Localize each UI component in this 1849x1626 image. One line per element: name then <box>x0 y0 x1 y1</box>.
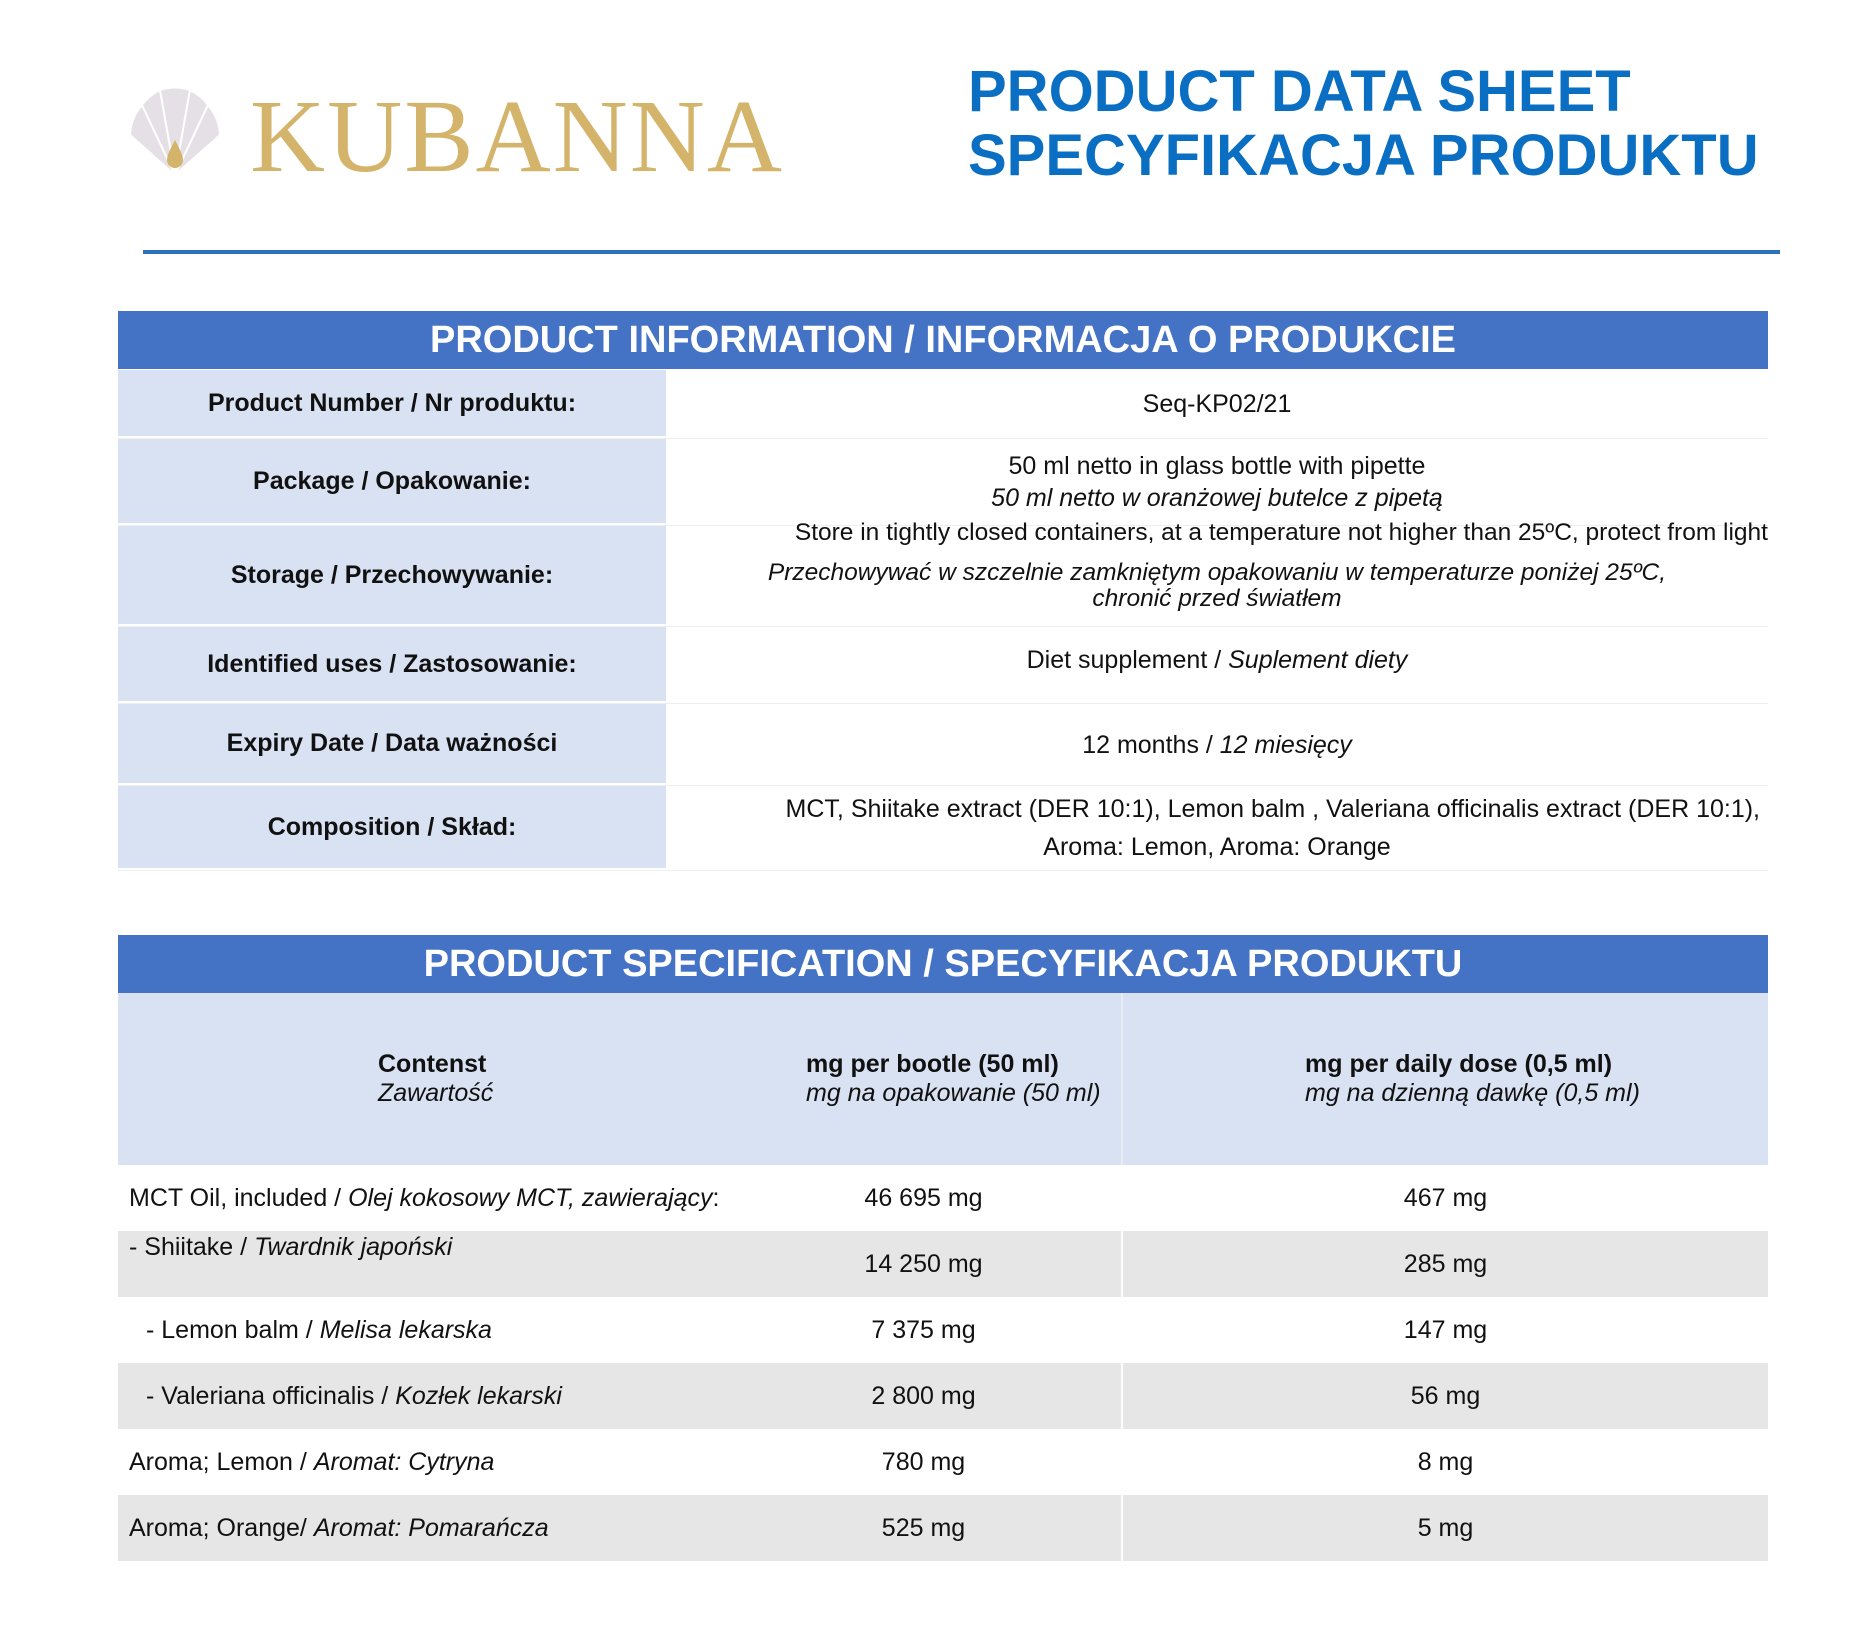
content-cell <box>118 1297 736 1363</box>
logo-wordmark: KUBANNA <box>250 79 784 194</box>
info-value <box>666 786 1768 870</box>
dose-cell: 285 mg <box>1121 1231 1768 1297</box>
table-row <box>118 1165 1768 1231</box>
column-header-bottle <box>736 993 1121 1165</box>
content-pl: Aromat: Cytryna <box>313 1447 495 1476</box>
info-value <box>666 519 1768 626</box>
content-pl: Melisa lekarska <box>319 1315 492 1344</box>
content-en: - Shiitake / <box>129 1233 255 1261</box>
info-value-en: 50 ml netto in glass bottle with pipette <box>1008 452 1426 480</box>
product-specification-heading: PRODUCT SPECIFICATION / SPECYFIKACJA PRODUKTU <box>118 935 1768 993</box>
dose-cell: 147 mg <box>1121 1297 1768 1363</box>
table-row <box>118 1495 1768 1561</box>
info-value-en: Store in tightly closed containers, at a temperature not higher than 25ºC, protect from light <box>794 519 1768 546</box>
info-label: Composition / Skład: <box>118 786 666 870</box>
info-label: Product Number / Nr produktu: <box>118 370 666 438</box>
dose-cell: 8 mg <box>1121 1429 1768 1495</box>
table-row <box>118 1363 1768 1429</box>
column-header-content <box>118 993 736 1165</box>
info-value-en: Diet supplement / <box>1026 646 1229 674</box>
column-header-pl: Zawartość <box>378 1079 494 1107</box>
dose-cell: 56 mg <box>1121 1363 1768 1429</box>
bottle-cell: 7 375 mg <box>871 1315 976 1344</box>
info-value-pl: Suplement diety <box>1228 646 1408 674</box>
column-header-dose <box>1121 993 1768 1165</box>
info-value <box>666 617 1768 703</box>
column-header-en: mg per daily dose (0,5 ml) <box>1305 1050 1613 1078</box>
content-en: Aroma; Orange/ <box>129 1513 314 1542</box>
content-cell <box>118 1165 736 1231</box>
bottle-cell: 525 mg <box>881 1513 966 1542</box>
content-cell <box>118 1231 736 1297</box>
info-value-pl: 50 ml netto w oranżowej butelce z pipetą <box>991 484 1443 512</box>
content-cell <box>118 1495 736 1561</box>
info-row-composition <box>118 786 1768 871</box>
content-en: - Lemon balm / <box>146 1315 320 1344</box>
content-suffix: : <box>712 1183 720 1212</box>
info-label: Identified uses / Zastosowanie: <box>118 627 666 703</box>
product-specification-table <box>118 993 1768 1561</box>
content-en: Aroma; Lemon / <box>129 1447 314 1476</box>
info-row-storage <box>118 519 1768 627</box>
column-header-pl: mg na dzienną dawkę (0,5 ml) <box>1305 1079 1640 1107</box>
info-label: Expiry Date / Data ważności <box>118 704 666 785</box>
bottle-cell: 780 mg <box>881 1447 966 1476</box>
column-header-en: mg per bootle (50 ml) <box>806 1050 1059 1078</box>
table-row <box>118 1231 1768 1297</box>
info-value-en: MCT, Shiitake extract (DER 10:1), Lemon balm , Valeriana officinalis extract (DER 10:1), <box>785 795 1760 823</box>
info-value-pl: Przechowywać w szczelnie zamkniętym opakowaniu w temperaturze poniżej 25ºC, <box>767 559 1667 586</box>
content-pl: Aromat: Pomarańcza <box>313 1513 549 1542</box>
info-value <box>666 704 1768 785</box>
content-en: - Valeriana officinalis / <box>146 1381 396 1410</box>
table-row <box>118 1297 1768 1363</box>
title-line-en: PRODUCT DATA SHEET <box>968 59 1631 124</box>
header-divider <box>143 250 1780 254</box>
info-value-en-2: Aroma: Lemon, Aroma: Orange <box>1043 833 1391 861</box>
info-value <box>666 370 1768 438</box>
dose-cell: 467 mg <box>1121 1165 1768 1231</box>
content-pl: Twardnik japoński <box>254 1233 453 1261</box>
content-pl: Kozłek lekarski <box>395 1381 562 1410</box>
spec-header-row <box>118 993 1768 1165</box>
product-information-heading: PRODUCT INFORMATION / INFORMACJA O PRODUKCIE <box>118 311 1768 369</box>
kubanna-logo <box>120 79 784 210</box>
content-cell <box>118 1429 736 1495</box>
info-value-pl: 12 miesięcy <box>1219 730 1352 759</box>
info-row-product-number <box>118 370 1768 439</box>
product-information-table <box>118 370 1768 871</box>
document-title <box>968 60 1759 188</box>
info-value <box>666 439 1768 525</box>
content-pl: Olej kokosowy MCT, zawierający <box>348 1183 713 1212</box>
title-line-pl: SPECYFIKACJA PRODUKTU <box>968 123 1759 188</box>
content-en: MCT Oil, included / <box>129 1183 349 1212</box>
bottle-cell: 2 800 mg <box>871 1381 976 1410</box>
column-header-pl: mg na opakowanie (50 ml) <box>806 1079 1101 1107</box>
dose-cell: 5 mg <box>1121 1495 1768 1561</box>
info-row-expiry-date <box>118 704 1768 786</box>
shell-emblem-icon <box>120 80 230 190</box>
bottle-cell: 46 695 mg <box>864 1183 983 1212</box>
info-row-package <box>118 439 1768 526</box>
info-value-en: Seq-KP02/21 <box>1142 390 1292 418</box>
info-value-en: 12 months / <box>1082 730 1220 759</box>
info-label: Package / Opakowanie: <box>118 439 666 525</box>
column-header-en: Contenst <box>378 1050 487 1078</box>
table-row <box>118 1429 1768 1495</box>
info-row-identified-uses <box>118 627 1768 704</box>
bottle-cell: 14 250 mg <box>864 1249 983 1278</box>
info-label: Storage / Przechowywanie: <box>118 526 666 626</box>
info-value-pl-2: chronić przed światłem <box>1092 585 1342 612</box>
content-cell <box>118 1363 736 1429</box>
